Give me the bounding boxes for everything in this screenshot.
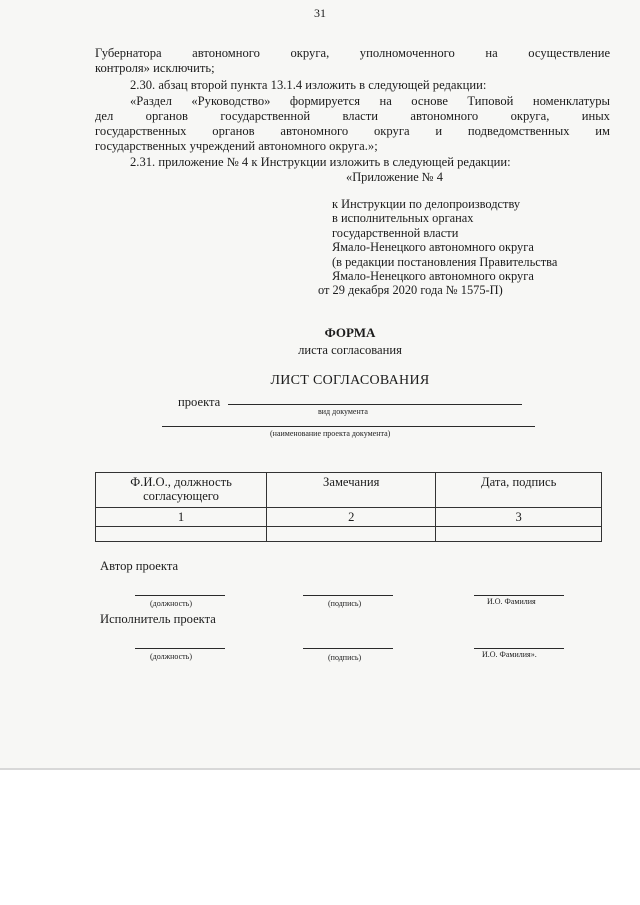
signature-line bbox=[135, 648, 225, 649]
signature-caption: (подпись) bbox=[328, 653, 362, 662]
word: Губернатора bbox=[95, 46, 162, 60]
word: на bbox=[485, 46, 498, 60]
word: автономного bbox=[280, 124, 349, 138]
appendix-line: в исполнительных органах bbox=[332, 211, 474, 225]
approval-table bbox=[95, 472, 602, 542]
table-number-row bbox=[96, 508, 602, 527]
project-label: проекта bbox=[178, 395, 221, 409]
word: уполномоченного bbox=[359, 46, 455, 60]
word: формируется bbox=[289, 94, 361, 108]
doc-type-line bbox=[228, 404, 522, 405]
doc-type-caption: вид документа bbox=[318, 407, 368, 416]
word: осуществление bbox=[528, 46, 611, 60]
word: государственных bbox=[95, 124, 187, 138]
position-caption: (должность) bbox=[150, 599, 192, 608]
appendix-line: к Инструкции по делопроизводству bbox=[332, 197, 521, 211]
appendix-line: Ямало-Ненецкого автономного округа bbox=[332, 269, 534, 283]
appendix-line: от 29 декабря 2020 года № 1575-П) bbox=[318, 283, 503, 297]
paragraph-line: контроля» исключить; bbox=[95, 61, 215, 75]
word: автономного bbox=[192, 46, 260, 60]
signature-line bbox=[474, 648, 564, 649]
name-caption: И.О. Фамилия bbox=[487, 597, 536, 606]
word: автономного bbox=[410, 109, 479, 123]
page-edge bbox=[0, 768, 640, 770]
paragraph-line: государственных учреждений автономного округа.»; bbox=[95, 139, 378, 153]
sheet-title: ЛИСТ СОГЛАСОВАНИЯ bbox=[270, 373, 430, 388]
position-caption: (должность) bbox=[150, 652, 192, 661]
table-number-cell: 3 bbox=[436, 508, 602, 527]
word: органов bbox=[145, 109, 189, 123]
form-heading: ФОРМА bbox=[324, 325, 376, 340]
word: основе bbox=[411, 94, 448, 108]
author-label: Автор проекта bbox=[100, 559, 179, 573]
form-subheading: листа согласования bbox=[298, 343, 402, 357]
signature-line bbox=[474, 595, 564, 596]
executor-label: Исполнитель проекта bbox=[100, 612, 216, 626]
word: Типовой bbox=[467, 94, 514, 108]
appendix-line: (в редакции постановления Правительства bbox=[332, 255, 558, 269]
table-number-cell: 2 bbox=[267, 508, 436, 527]
table-header-cell: Дата, подпись bbox=[436, 473, 602, 508]
doc-name-line bbox=[162, 426, 535, 427]
name-caption: И.О. Фамилия». bbox=[482, 650, 537, 659]
word: подведомственных bbox=[467, 124, 570, 138]
word: округа, bbox=[290, 46, 330, 60]
word: органов bbox=[212, 124, 255, 138]
appendix-line: государственной власти bbox=[332, 226, 459, 240]
signature-caption: (подпись) bbox=[328, 599, 362, 608]
appendix-line: Ямало-Ненецкого автономного округа bbox=[332, 240, 534, 254]
doc-name-caption: (наименование проекта документа) bbox=[270, 429, 391, 438]
word: на bbox=[379, 94, 392, 108]
table-cell bbox=[96, 527, 267, 542]
paragraph-line bbox=[95, 46, 610, 61]
word: власти bbox=[342, 109, 379, 123]
word: иных bbox=[581, 109, 610, 123]
appendix-title: «Приложение № 4 bbox=[346, 170, 443, 184]
word: номенклатуры bbox=[532, 94, 611, 108]
word: государственной bbox=[220, 109, 311, 123]
signature-line bbox=[303, 648, 393, 649]
table-header-row bbox=[96, 473, 602, 508]
table-header-cell: Замечания bbox=[267, 473, 436, 508]
table-cell bbox=[267, 527, 436, 542]
table-number-cell: 1 bbox=[96, 508, 267, 527]
paragraph-line: 2.30. абзац второй пункта 13.1.4 изложить в следующей редакции: bbox=[130, 78, 487, 92]
word: «Раздел bbox=[130, 94, 172, 108]
table-header-cell: Ф.И.О., должность согласующего bbox=[96, 473, 267, 508]
word: им bbox=[595, 124, 611, 138]
paragraph-line bbox=[130, 94, 610, 109]
word: «Руководство» bbox=[191, 94, 271, 108]
signature-line bbox=[135, 595, 225, 596]
table-row bbox=[96, 527, 602, 542]
word: округа bbox=[373, 124, 410, 138]
page-number: 31 bbox=[314, 6, 326, 20]
paragraph-line bbox=[95, 124, 610, 139]
paragraph-line bbox=[95, 109, 610, 124]
paragraph-line: 2.31. приложение № 4 к Инструкции изложить в следующей редакции: bbox=[130, 155, 511, 169]
signature-line bbox=[303, 595, 393, 596]
word: дел bbox=[95, 109, 114, 123]
word: округа, bbox=[510, 109, 550, 123]
word: и bbox=[435, 124, 443, 138]
table-cell bbox=[436, 527, 602, 542]
